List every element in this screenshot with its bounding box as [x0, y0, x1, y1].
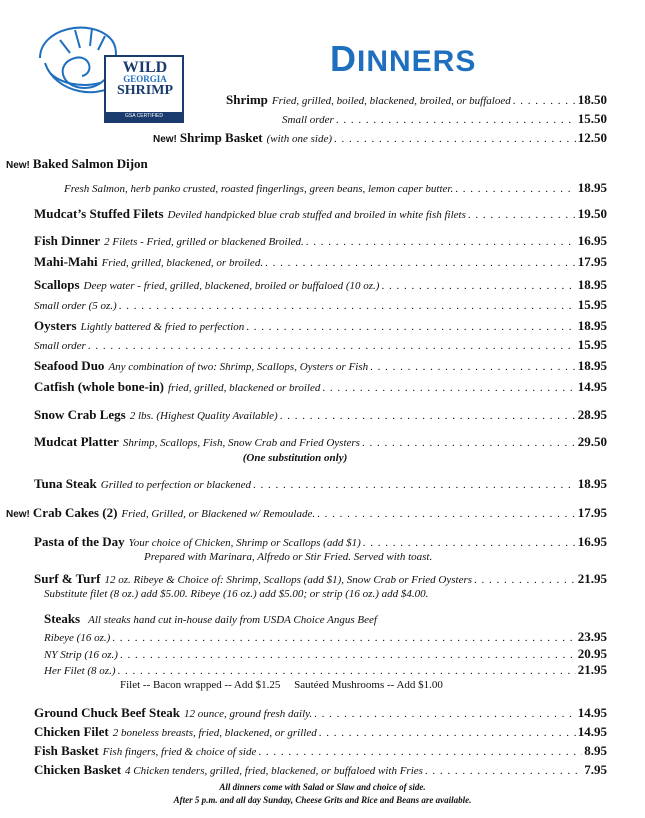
logo-wild: WILD [122, 59, 168, 76]
menu-item-her-filet: Her Filet (8 oz.) . . . 21.95 [44, 662, 607, 678]
menu-item-chicken-basket: Chicken Basket 4 Chicken tenders, grilled, fried, blackened, or buffaloed with Fries . . . 7.95 [34, 762, 607, 778]
menu-item-mahi: Mahi-Mahi Fried, grilled, blackened, or broiled. . . . 17.95 [34, 254, 607, 270]
pasta-note: Prepared with Marinara, Alfredo or Stir Fried. Served with toast. [144, 551, 433, 563]
menu-item-snow-crab: Snow Crab Legs 2 lbs. (Highest Quality Available) . . . 28.95 [34, 407, 607, 423]
logo-certified: GSA CERTIFIED [125, 113, 163, 119]
menu-item-ny-strip: NY Strip (16 oz.) . . . 20.95 [44, 646, 607, 662]
steaks-header: Steaks All steaks hand cut in-house daily from USDA Choice Angus Beef [44, 611, 377, 626]
menu-item-crab-cakes: New! Crab Cakes (2) Fried, Grilled, or Blackened w/ Remoulade. . . . 17.95 [6, 505, 607, 521]
menu-item-chicken-filet: Chicken Filet 2 boneless breasts, fried, blackened, or grilled . . . 14.95 [34, 724, 607, 740]
menu-item-pasta: Pasta of the Day Your choice of Chicken, Shrimp or Scallops (add $1) . . . 16.95 [34, 534, 607, 550]
logo-shrimp: SHRIMP [117, 83, 173, 98]
menu-item-fish-basket: Fish Basket Fish fingers, fried & choice of side . . . 8.95 [34, 743, 607, 759]
mudcat-platter-note: (One substitution only) [242, 452, 348, 464]
menu-item-ground-chuck: Ground Chuck Beef Steak 12 ounce, ground fresh daily. . . . 14.95 [34, 705, 607, 721]
menu-item-salmon: Fresh Salmon, herb panko crusted, roasted fingerlings, green beans, lemon caper butter. . . . 18.95 [64, 180, 607, 196]
menu-item-shrimp-small: Small order . . . 15.50 [282, 111, 607, 127]
logo-georgia: GEORGIA [123, 74, 167, 84]
menu-item-surf-turf: Surf & Turf 12 oz. Ribeye & Choice of: Shrimp, Scallops (add $1), Snow Crab or Fried Oysters . . . 21.95 [34, 571, 607, 587]
menu-item-catfish: Catfish (whole bone-in) fried, grilled, blackened or broiled . . . 14.95 [34, 379, 607, 395]
menu-item-scallops-small: Small order (5 oz.) . . . 15.95 [34, 297, 607, 313]
logo-text [110, 60, 180, 98]
surf-turf-note: Substitute filet (8 oz.) add $5.00. Ribeye (16 oz.) add $5.00; or strip (16 oz.) add $4.00. [44, 588, 429, 600]
menu-item-ribeye: Ribeye (16 oz.) . . . 23.95 [44, 629, 607, 645]
footer-availability-note: After 5 p.m. and all day Sunday, Cheese Grits and Rice and Beans are available. [173, 795, 472, 805]
wild-georgia-shrimp-logo [30, 18, 190, 136]
page-title: DINNERS [330, 38, 477, 79]
menu-item-fish-dinner: Fish Dinner 2 Filets - Fried, grilled or blackened Broiled. . . . 16.95 [34, 233, 607, 249]
menu-item-salmon-title: New! Baked Salmon Dijon [6, 156, 148, 171]
menu-item-scallops: Scallops Deep water - fried, grilled, blackened, broiled or buffaloed (10 oz.) . . . 18.95 [34, 277, 607, 293]
menu-item-mudcat-platter: Mudcat Platter Shrimp, Scallops, Fish, Snow Crab and Fried Oysters . . . 29.50 [34, 434, 607, 450]
menu-item-shrimp: Shrimp Fried, grilled, boiled, blackened, broiled, or buffaloed . . . 18.50 [226, 92, 607, 108]
menu-item-tuna: Tuna Steak Grilled to perfection or blackened . . . 18.95 [34, 476, 607, 492]
steak-addons: Filet -- Bacon wrapped -- Add $1.25 Sautéed Mushrooms -- Add $1.00 [120, 679, 443, 691]
menu-item-oysters-small: Small order . . . 15.95 [34, 337, 607, 353]
menu-item-seafood-duo: Seafood Duo Any combination of two: Shrimp, Scallops, Oysters or Fish . . . 18.95 [34, 358, 607, 374]
menu-item-oysters: Oysters Lightly battered & fried to perfection . . . 18.95 [34, 318, 607, 334]
footer-sides-note: All dinners come with Salad or Slaw and choice of side. [219, 782, 426, 792]
menu-item-mudcat-filets: Mudcat’s Stuffed Filets Deviled handpicked blue crab stuffed and broiled in white fish filets . . . 19.50 [34, 206, 607, 222]
menu-item-shrimp-basket: New! Shrimp Basket (with one side) . . . 12.50 [153, 130, 607, 146]
